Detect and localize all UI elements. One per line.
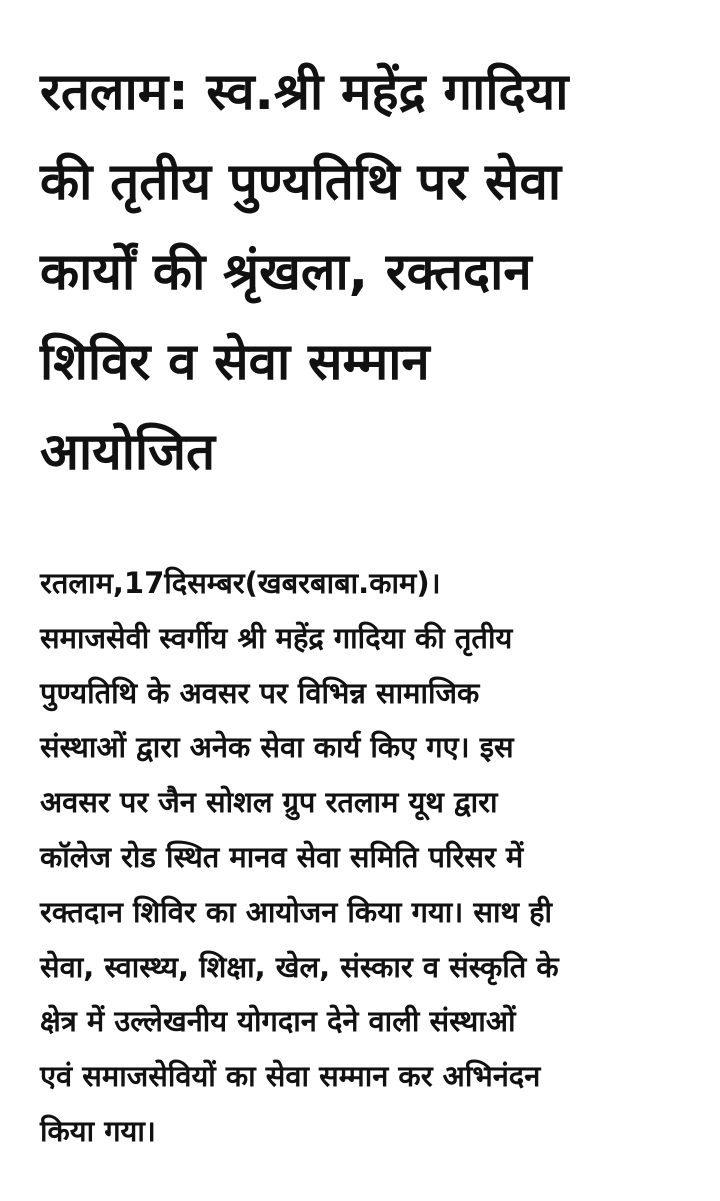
- headline-line: आयोजित: [40, 423, 216, 482]
- body-line: क्षेत्र में उल्लेखनीय योगदान देने वाली संस्थाओं: [40, 1004, 516, 1039]
- headline-line: कार्यों की श्रृंखला, रक्तदान: [40, 243, 532, 302]
- article-dateline: रतलाम,17दिसम्बर(खबरबाबा.काम)।: [40, 566, 441, 600]
- body-line: किया गया।: [40, 1113, 156, 1148]
- body-line: पुण्यतिथि के अवसर पर विभिन्न सामाजिक: [40, 675, 480, 710]
- body-line: एवं समाजसेवियों का सेवा सम्मान कर अभिनंदन: [40, 1059, 541, 1094]
- body-line: कॉलेज रोड स्थित मानव सेवा समिति परिसर में: [40, 839, 524, 874]
- body-line: रक्तदान शिविर का आयोजन किया गया। साथ ही: [40, 894, 553, 929]
- article-header: [40, 48, 700, 498]
- headline-line: की तृतीय पुण्यतिथि पर सेवा: [40, 153, 562, 212]
- body-line: संस्थाओं द्वारा अनेक सेवा कार्य किए गए। इस: [40, 730, 514, 765]
- body-line: समाजसेवी स्वर्गीय श्री महेंद्र गादिया की तृतीय: [40, 620, 513, 655]
- headline-line: शिविर व सेवा सम्मान: [40, 333, 430, 392]
- article-body: [40, 556, 700, 1159]
- body-line: सेवा, स्वास्थ्य, शिक्षा, खेल, संस्कार व संस्कृति के: [40, 949, 559, 984]
- body-line: अवसर पर जैन सोशल ग्रुप रतलाम यूथ द्वारा: [40, 785, 498, 820]
- article-headline: [40, 48, 700, 498]
- headline-line: रतलाम: स्व.श्री महेंद्र गादिया: [40, 63, 569, 122]
